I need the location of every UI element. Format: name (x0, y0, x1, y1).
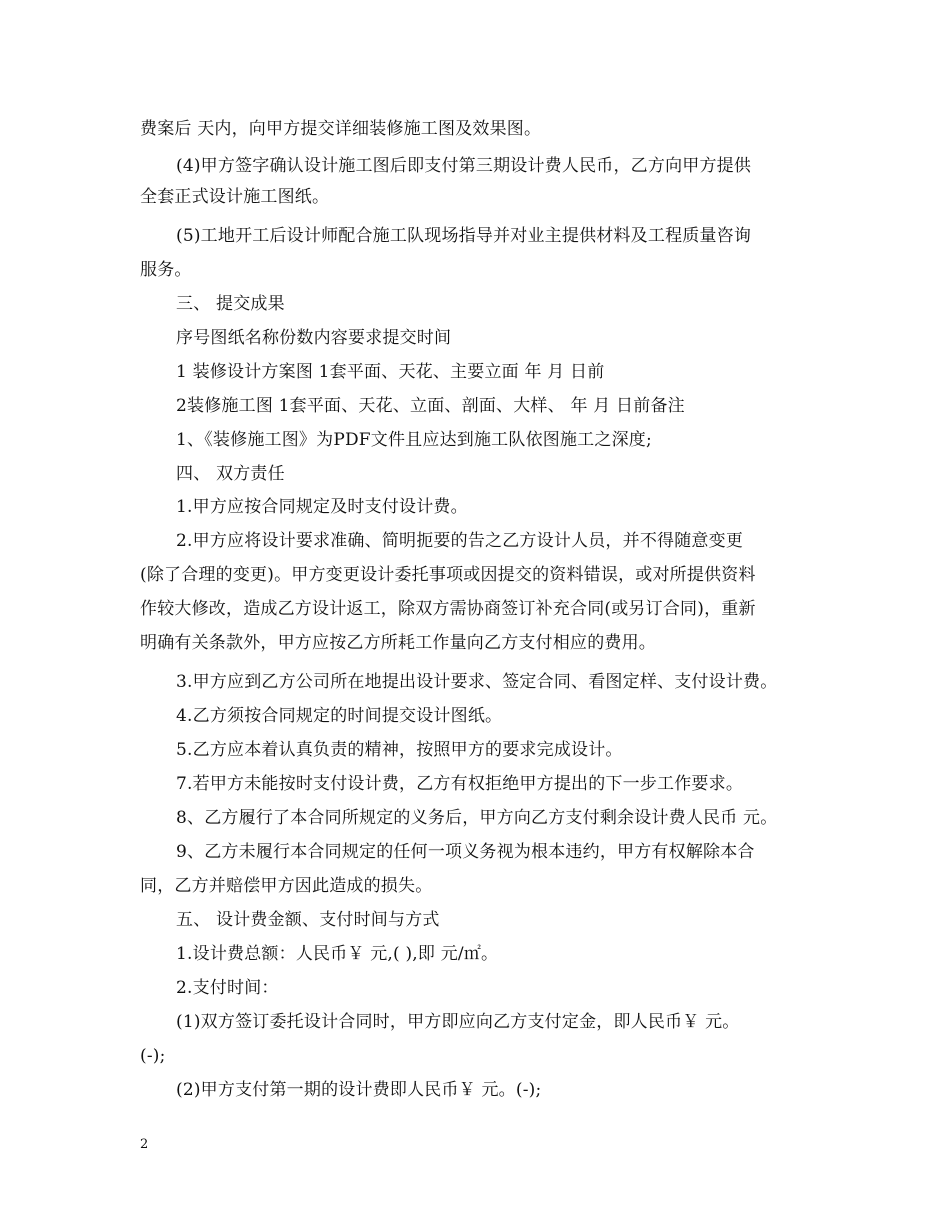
text-line: 作较大修改，造成乙方设计返工，除双方需协商签订补充合同(或另订合同)，重新 (140, 599, 756, 619)
text-line: (除了合理的变更)。甲方变更设计委托事项或因提交的资料错误，或对所提供资料 (140, 565, 756, 585)
text-line: 8、乙方履行了本合同所规定的义务后，甲方向乙方支付剩余设计费人民币 元。 (176, 808, 778, 828)
text-line: (2)甲方支付第一期的设计费即人民币￥ 元。(-); (176, 1080, 542, 1100)
text-line: (1)双方签订委托设计合同时，甲方即应向乙方支付定金，即人民币￥ 元。 (176, 1012, 740, 1032)
table-row: 2装修施工图 1套平面、天花、立面、剖面、大样、 年 月 日前备注 (176, 396, 685, 416)
text-line: 3.甲方应到乙方公司所在地提出设计要求、签定合同、看图定样、支付设计费。 (176, 672, 778, 692)
text-line: 1.甲方应按合同规定及时支付设计费。 (176, 497, 468, 517)
table-header-line: 序号图纸名称份数内容要求提交时间 (176, 328, 452, 348)
page-number: 2 (140, 1137, 149, 1152)
table-row: 1 装修设计方案图 1套平面、天花、主要立面 年 月 日前 (176, 362, 605, 382)
text-line: (4)甲方签字确认设计施工图后即支付第三期设计费人民币，乙方向甲方提供 (176, 156, 752, 176)
text-line: (-); (140, 1046, 166, 1066)
text-line: 全套正式设计施工图纸。 (140, 187, 330, 207)
text-line: 服务。 (140, 260, 192, 280)
text-line: 1.设计费总额：人民币￥ 元,( ),即 元/㎡。 (176, 944, 499, 964)
text-line: 1、《装修施工图》为PDF文件且应达到施工队依图施工之深度; (176, 430, 652, 450)
text-line: 5.乙方应本着认真负责的精神，按照甲方的要求完成设计。 (176, 740, 623, 760)
text-line: (5)工地开工后设计师配合施工队现场指导并对业主提供材料及工程质量咨询 (176, 226, 752, 246)
text-line: 7.若甲方未能按时支付设计费，乙方有权拒绝甲方提出的下一步工作要求。 (176, 774, 744, 794)
text-line: 2.支付时间： (176, 978, 279, 998)
section-heading: 五、 设计费金额、支付时间与方式 (176, 910, 440, 930)
text-line: 同，乙方并赔偿甲方因此造成的损失。 (140, 876, 433, 896)
text-line: 4.乙方须按合同规定的时间提交设计图纸。 (176, 706, 503, 726)
text-line: 费案后 天内，向甲方提交详细装修施工图及效果图。 (140, 119, 542, 139)
section-heading: 四、 双方责任 (176, 464, 285, 484)
text-line: 明确有关条款外，甲方应按乙方所耗工作量向乙方支付相应的费用。 (140, 633, 656, 653)
section-heading: 三、 提交成果 (176, 294, 285, 314)
text-line: 2.甲方应将设计要求准确、简明扼要的告之乙方设计人员，并不得随意变更 (176, 531, 744, 551)
text-line: 9、乙方未履行本合同规定的任何一项义务视为根本违约，甲方有权解除本合 (176, 842, 755, 862)
